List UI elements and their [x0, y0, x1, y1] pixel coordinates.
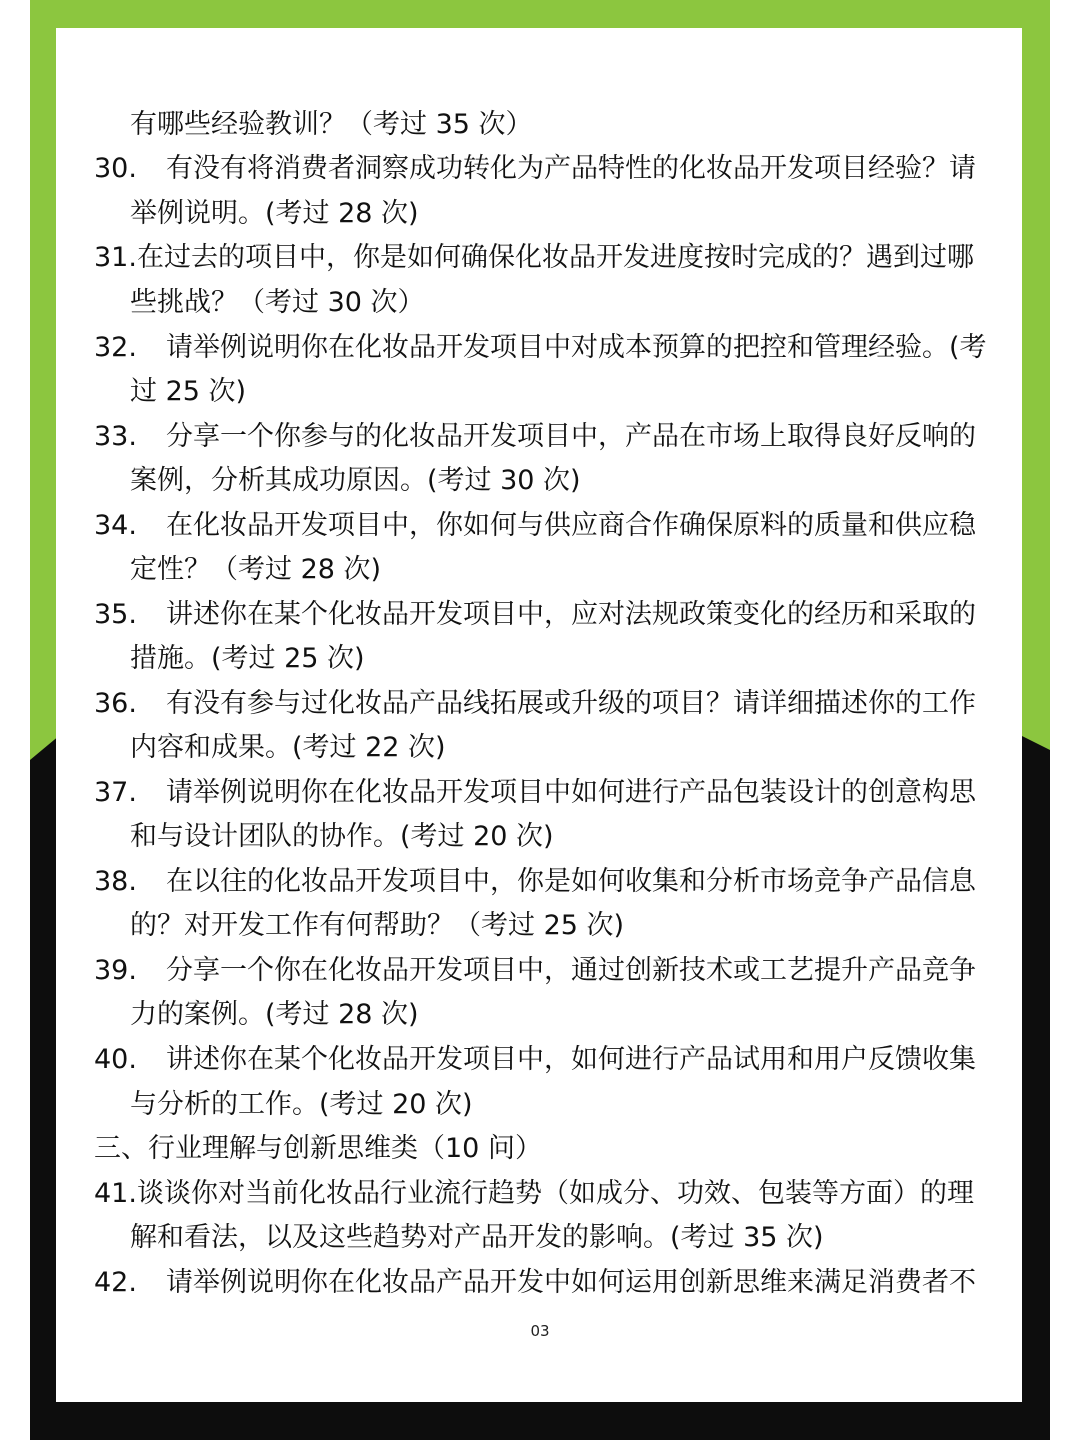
q42-text: 请举例说明你在化妆品产品开发中如何运用创新思维来满足消费者不: [166, 1267, 976, 1298]
q38-text: 在以往的化妆品开发项目中，你是如何收集和分析市场竞争产品信息: [166, 866, 976, 897]
q42-number: 42.: [94, 1267, 137, 1298]
q37-text-cont: 和与设计团队的协作。(考过 20 次): [130, 821, 554, 852]
q39-number: 39.: [94, 955, 137, 986]
q41-text: 41.谈谈你对当前化妆品行业流行趋势（如成分、功效、包装等方面）的理: [94, 1178, 974, 1209]
section-heading: 三、行业理解与创新思维类（10 问）: [94, 1133, 542, 1164]
q36-text: 有没有参与过化妆品产品线拓展或升级的项目？请详细描述你的工作: [166, 688, 976, 719]
q34-text: 在化妆品开发项目中，你如何与供应商合作确保原料的质量和供应稳: [166, 510, 976, 541]
q30-text-cont: 举例说明。(考过 28 次): [130, 198, 419, 229]
q37-text: 请举例说明你在化妆品开发项目中如何进行产品包装设计的创意构思: [166, 777, 976, 808]
q35-text-cont: 措施。(考过 25 次): [130, 643, 365, 674]
q38-text-cont: 的？对开发工作有何帮助？（考过 25 次): [130, 910, 625, 941]
q33-number: 33.: [94, 421, 137, 452]
q36-text-cont: 内容和成果。(考过 22 次): [130, 732, 446, 763]
q35-text: 讲述你在某个化妆品开发项目中，应对法规政策变化的经历和采取的: [166, 599, 976, 630]
q33-text: 分享一个你参与的化妆品开发项目中，产品在市场上取得良好反响的: [166, 421, 976, 452]
q29-continuation: 有哪些经验教训？（考过 35 次）: [130, 109, 533, 140]
q32-text-cont: 过 25 次): [130, 376, 247, 407]
q30-number: 30.: [94, 153, 137, 184]
q40-text: 讲述你在某个化妆品开发项目中，如何进行产品试用和用户反馈收集: [166, 1044, 976, 1075]
q31-text-cont: 些挑战？（考过 30 次）: [130, 287, 425, 318]
q38-number: 38.: [94, 866, 137, 897]
q39-text-cont: 力的案例。(考过 28 次): [130, 999, 419, 1030]
q32-text: 请举例说明你在化妆品开发项目中对成本预算的把控和管理经验。(考: [166, 332, 987, 363]
q40-text-cont: 与分析的工作。(考过 20 次): [130, 1089, 473, 1120]
q37-number: 37.: [94, 777, 137, 808]
q32-number: 32.: [94, 332, 137, 363]
q41-text-cont: 解和看法，以及这些趋势对产品开发的影响。(考过 35 次): [130, 1222, 824, 1253]
q35-number: 35.: [94, 599, 137, 630]
q31-text: 31.在过去的项目中，你是如何确保化妆品开发进度按时完成的？遇到过哪: [94, 242, 974, 273]
q34-text-cont: 定性？（考过 28 次): [130, 554, 382, 585]
q40-number: 40.: [94, 1044, 137, 1075]
q33-text-cont: 案例，分析其成功原因。(考过 30 次): [130, 465, 581, 496]
page-number: 03: [530, 1322, 550, 1340]
q36-number: 36.: [94, 688, 137, 719]
q30-text: 有没有将消费者洞察成功转化为产品特性的化妆品开发项目经验？请: [166, 153, 976, 184]
q39-text: 分享一个你在化妆品开发项目中，通过创新技术或工艺提升产品竞争: [166, 955, 976, 986]
q34-number: 34.: [94, 510, 137, 541]
